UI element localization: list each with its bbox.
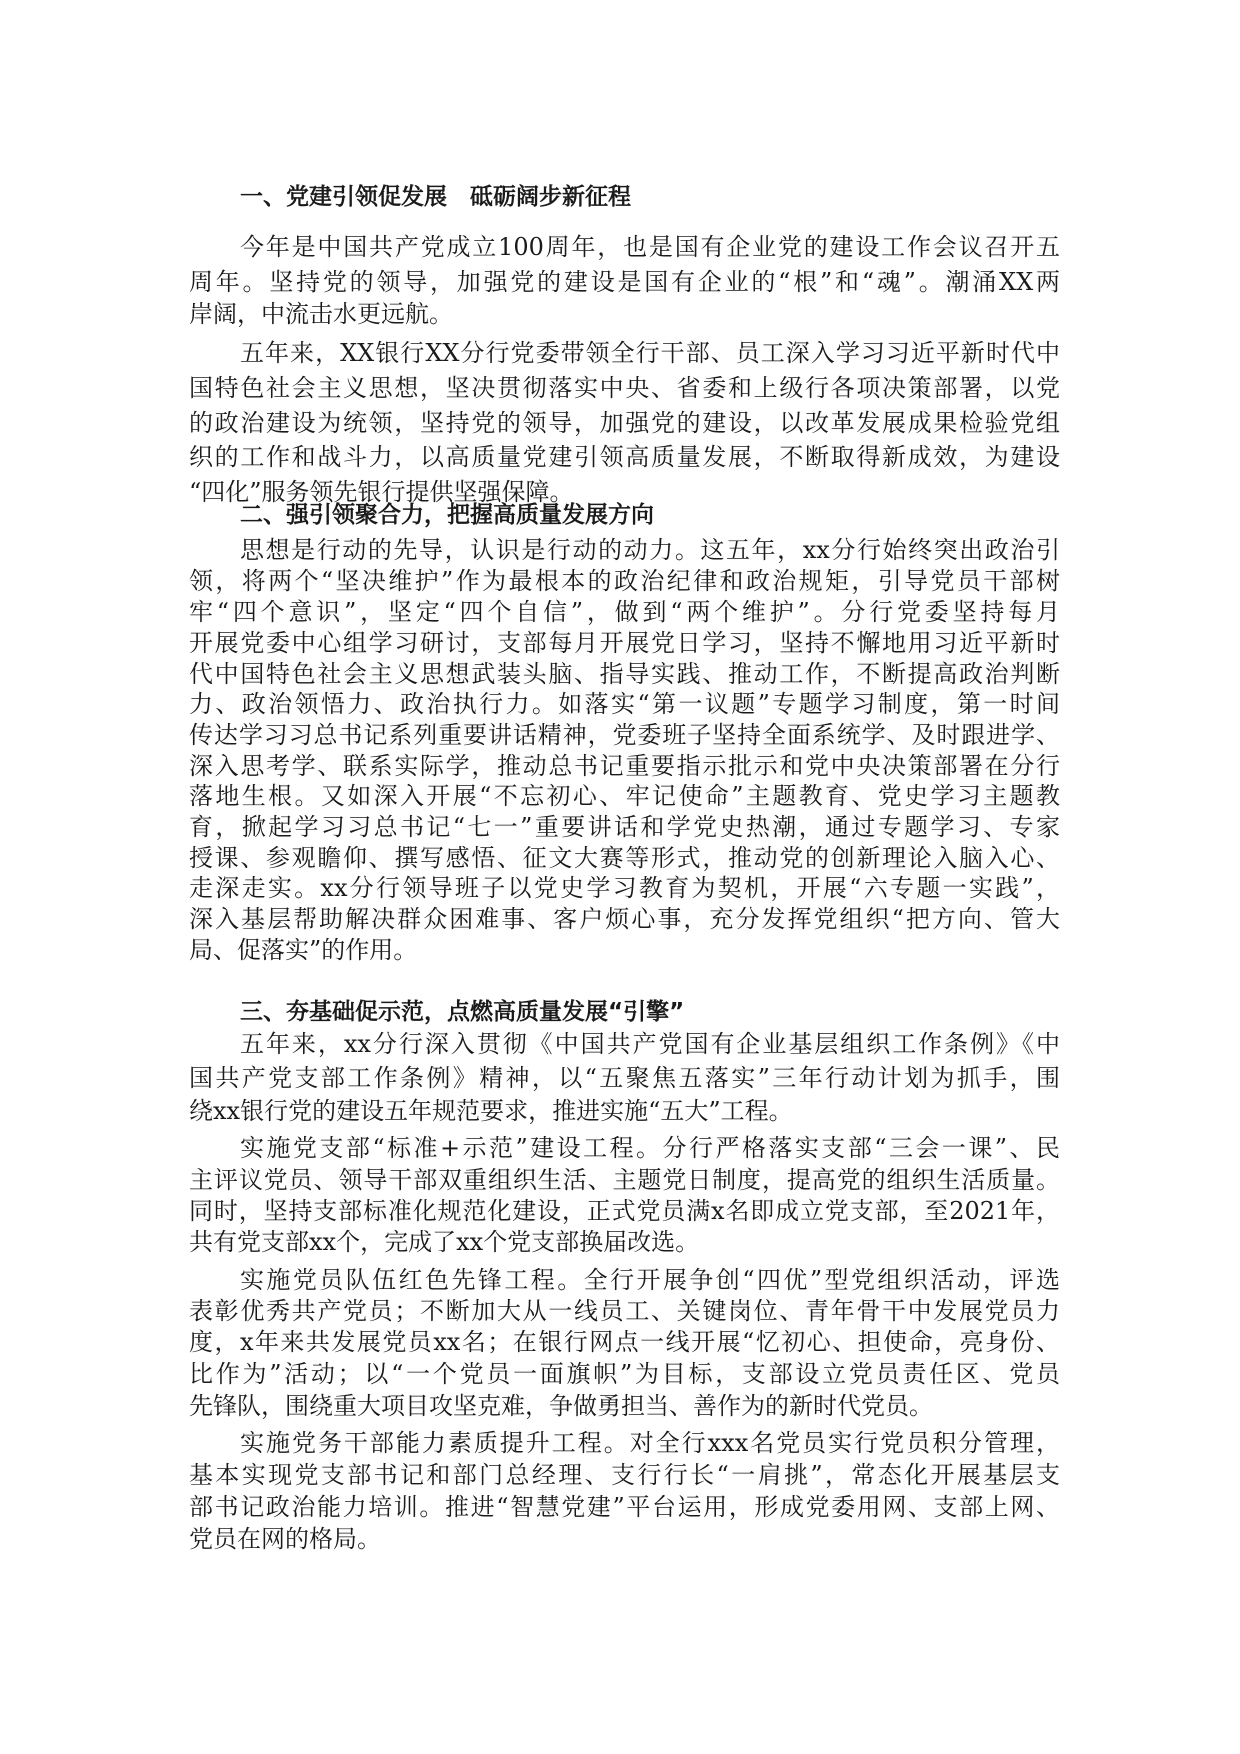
paragraph-line: 国特色社会主义思想，坚决贯彻落实中央、省委和上级行各项决策部署，以党 (189, 374, 1060, 402)
paragraph-line: 传达学习习总书记系列重要讲话精神，党委班子坚持全面系统学、及时跟进学、 (189, 721, 1060, 749)
paragraph-line: 岸阔，中流击水更远航。 (189, 300, 453, 328)
paragraph-line: 力、政治领悟力、政治执行力。如落实“第一议题”专题学习制度，第一时间 (189, 690, 1060, 718)
paragraph-line: 领，将两个“坚决维护”作为最根本的政治纪律和政治规矩，引导党员干部树 (189, 567, 1060, 595)
paragraph-line: 五年来，xx分行深入贯彻《中国共产党国有企业基层组织工作条例》《中 (240, 1030, 1060, 1058)
paragraph-line: 代中国特色社会主义思想武装头脑、指导实践、推动工作，不断提高政治判断 (189, 660, 1060, 688)
paragraph-line: 实施党支部“标准+示范”建设工程。分行严格落实支部“三会一课”、民 (240, 1134, 1060, 1162)
paragraph-line: 国共产党支部工作条例》精神，以“五聚焦五落实”三年行动计划为抓手，围 (189, 1064, 1060, 1092)
section-heading: 二、强引领聚合力，把握高质量发展方向 (240, 502, 654, 528)
paragraph-line: 主评议党员、领导干部双重组织生活、主题党日制度，提高党的组织生活质量。 (189, 1166, 1060, 1194)
paragraph-line: 开展党委中心组学习研讨，支部每月开展党日学习，坚持不懈地用习近平新时 (189, 629, 1060, 657)
paragraph-line: 牢“四个意识”，坚定“四个自信”，做到“两个维护”。分行党委坚持每月 (189, 598, 1060, 626)
paragraph-line: 先锋队，围绕重大项目攻坚克难，争做勇担当、善作为的新时代党员。 (189, 1392, 933, 1420)
paragraph-line: 表彰优秀共产党员；不断加大从一线员工、关键岗位、青年骨干中发展党员力 (189, 1297, 1060, 1325)
section-heading: 三、夯基础促示范，点燃高质量发展“引擎” (240, 999, 685, 1025)
paragraph-line: 实施党务干部能力素质提升工程。对全行xxx名党员实行党员积分管理， (240, 1429, 1060, 1457)
paragraph-line: 织的工作和战斗力，以高质量党建引领高质量发展，不断取得新成效，为建设 (189, 443, 1060, 471)
paragraph-line: 局、促落实”的作用。 (189, 936, 418, 964)
paragraph-line: 度，x年来共发展党员xx名；在银行网点一线开展“忆初心、担使命，亮身份、 (189, 1328, 1060, 1356)
paragraph-line: 比作为”活动；以“一个党员一面旗帜”为目标，支部设立党员责任区、党员 (189, 1360, 1060, 1388)
paragraph-line: “四化”服务领先银行提供坚强保障。 (189, 478, 574, 506)
paragraph-line: 育，掀起学习习总书记“七一”重要讲话和学党史热潮，通过专题学习、专家 (189, 813, 1060, 841)
paragraph-line: 绕xx银行党的建设五年规范要求，推进实施“五大”工程。 (189, 1097, 793, 1125)
paragraph-line: 基本实现党支部书记和部门总经理、支行行长“一肩挑”，常态化开展基层支 (189, 1461, 1060, 1489)
paragraph-line: 授课、参观瞻仰、撰写感悟、征文大赛等形式，推动党的创新理论入脑入心、 (189, 844, 1060, 872)
paragraph-line: 共有党支部xx个，完成了xx个党支部换届改选。 (189, 1228, 700, 1256)
paragraph-line: 部书记政治能力培训。推进“智慧党建”平台运用，形成党委用网、支部上网、 (189, 1493, 1060, 1521)
paragraph-line: 走深走实。xx分行领导班子以党史学习教育为契机，开展“六专题一实践”， (189, 874, 1060, 902)
section-heading: 一、党建引领促发展 砥砺阔步新征程 (240, 184, 631, 210)
paragraph-line: 的政治建设为统领，坚持党的领导，加强党的建设，以改革发展成果检验党组 (189, 409, 1060, 437)
paragraph-line: 实施党员队伍红色先锋工程。全行开展争创“四优”型党组织活动，评选 (240, 1266, 1060, 1294)
paragraph-line: 同时，坚持支部标准化规范化建设，正式党员满x名即成立党支部，至2021年， (189, 1197, 1060, 1225)
paragraph-line: 深入思考学、联系实际学，推动总书记重要指示批示和党中央决策部署在分行 (189, 752, 1060, 780)
paragraph-line: 落地生根。又如深入开展“不忘初心、牢记使命”主题教育、党史学习主题教 (189, 782, 1060, 810)
paragraph-line: 深入基层帮助解决群众困难事、客户烦心事，充分发挥党组织“把方向、管大 (189, 905, 1060, 933)
paragraph-line: 周年。坚持党的领导，加强党的建设是国有企业的“根”和“魂”。潮涌XX两 (189, 268, 1060, 296)
paragraph-line: 思想是行动的先导，认识是行动的动力。这五年，xx分行始终突出政治引 (240, 536, 1060, 564)
paragraph-line: 五年来，XX银行XX分行党委带领全行干部、员工深入学习习近平新时代中 (240, 339, 1060, 367)
paragraph-line: 今年是中国共产党成立100周年，也是国有企业党的建设工作会议召开五 (240, 233, 1060, 261)
paragraph-line: 党员在网的格局。 (189, 1525, 381, 1553)
